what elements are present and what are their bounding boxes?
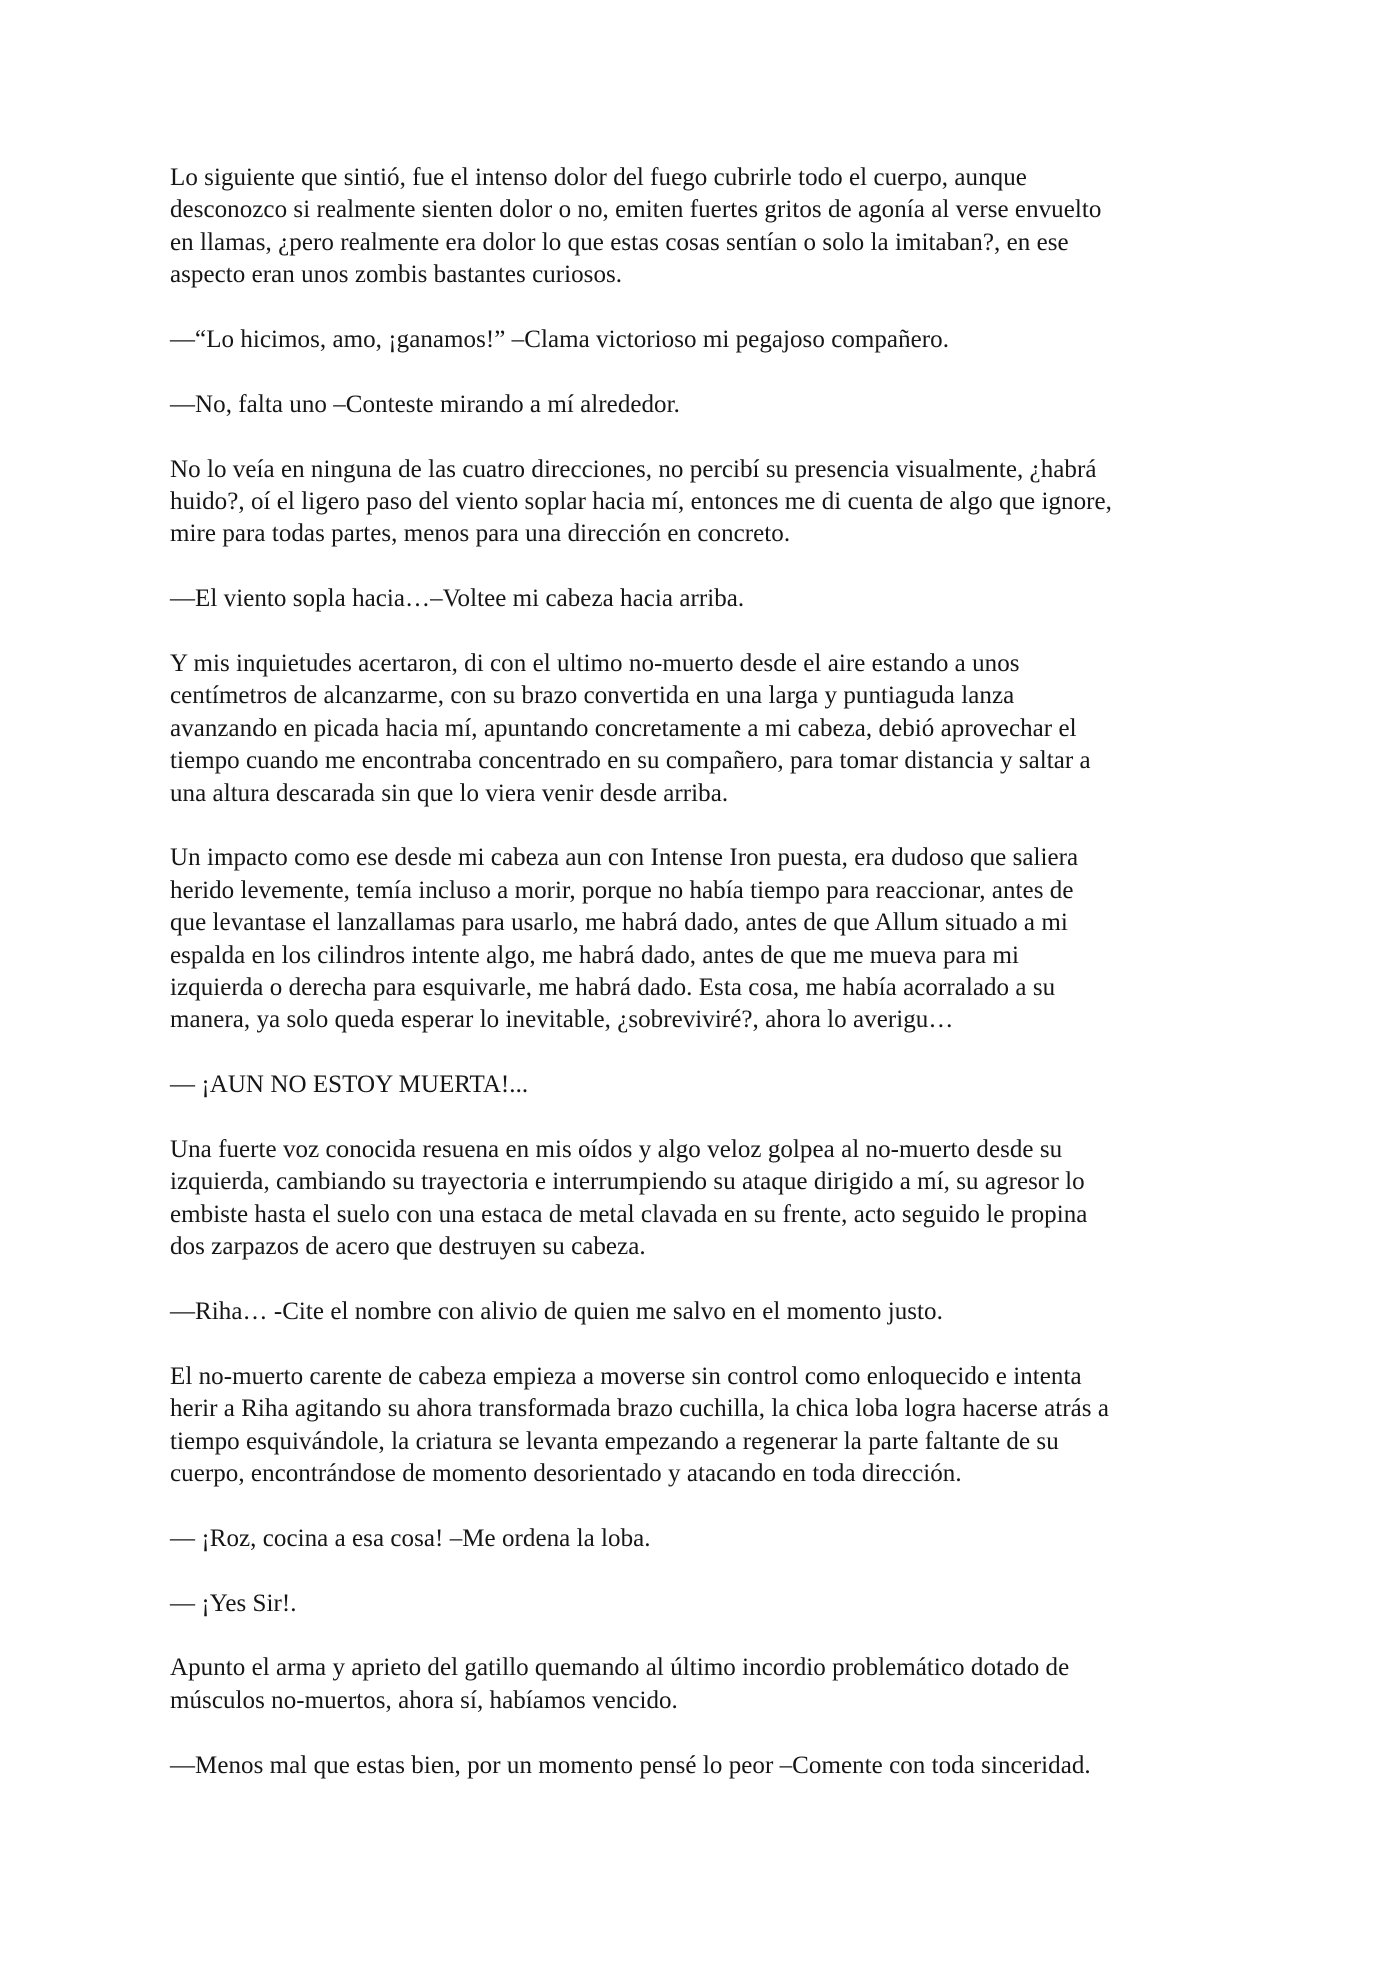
text-line: El no-muerto carente de cabeza empieza a moverse sin control como enloquecido e intenta: [170, 1362, 1082, 1390]
text-line: manera, ya solo queda esperar lo inevitable, ¿sobreviviré?, ahora lo averigu…: [170, 1006, 954, 1034]
paragraph: [170, 1523, 1232, 1555]
text-line: dos zarpazos de acero que destruyen su cabeza.: [170, 1233, 646, 1261]
paragraph: [170, 1361, 1232, 1491]
text-line: Lo siguiente que sintió, fue el intenso dolor del fuego cubrirle todo el cuerpo, aunque: [170, 164, 1027, 191]
text-line: espalda en los cilindros intente algo, me habrá dado, antes de que me mueva para mi: [170, 941, 1019, 969]
text-line: Un impacto como ese desde mi cabeza aun con Intense Iron puesta, era dudoso que saliera: [170, 844, 1079, 872]
text-line: que levantase el lanzallamas para usarlo, me habrá dado, antes de que Allum situado a mi: [170, 909, 1068, 937]
paragraph: [170, 1588, 1232, 1620]
paragraph: [170, 1069, 1232, 1101]
text-line: tiempo cuando me encontraba concentrado en su compañero, para tomar distancia y saltar a: [170, 747, 1091, 775]
paragraph: [170, 162, 1232, 292]
text-line: —Riha… -Cite el nombre con alivio de quien me salvo en el momento justo.: [170, 1298, 943, 1326]
text-line: herir a Riha agitando su ahora transformada brazo cuchilla, la chica loba logra hacerse atrás a: [170, 1395, 1110, 1423]
paragraph: [170, 454, 1232, 551]
paragraph: [170, 324, 1232, 356]
text-line: una altura descarada sin que lo viera venir desde arriba.: [170, 779, 729, 807]
text-line: cuerpo, encontrándose de momento desorientado y atacando en toda dirección.: [170, 1460, 962, 1488]
text-line: —“Lo hicimos, amo, ¡ganamos!” –Clama victorioso mi pegajoso compañero.: [170, 326, 949, 354]
text-line: izquierda o derecha para esquivarle, me habrá dado. Esta cosa, me había acorralado a su: [170, 974, 1056, 1002]
paragraph: [170, 1652, 1232, 1717]
text-line: Una fuerte voz conocida resuena en mis oídos y algo veloz golpea al no-muerto desde su: [170, 1136, 1063, 1164]
document-body: [170, 162, 1232, 1814]
text-line: en llamas, ¿pero realmente era dolor lo que estas cosas sentían o solo la imitaban?, en ese: [170, 228, 1069, 256]
text-line: No lo veía en ninguna de las cuatro direcciones, no percibí su presencia visualmente, ¿habrá: [170, 455, 1097, 483]
text-line: —No, falta uno –Conteste mirando a mí alrededor.: [170, 390, 680, 418]
text-line: avanzando en picada hacia mí, apuntando concretamente a mi cabeza, debió aprovechar el: [170, 714, 1077, 742]
paragraph: [170, 648, 1232, 810]
text-line: Apunto el arma y aprieto del gatillo quemando al último incordio problemático dotado de: [170, 1654, 1070, 1682]
paragraph: [170, 583, 1232, 615]
text-line: embiste hasta el suelo con una estaca de metal clavada en su frente, acto seguido le propina: [170, 1200, 1088, 1228]
text-line: — ¡Yes Sir!.: [170, 1589, 297, 1617]
text-line: izquierda, cambiando su trayectoria e interrumpiendo su ataque dirigido a mí, su agresor lo: [170, 1168, 1085, 1196]
text-line: mire para todas partes, menos para una dirección en concreto.: [170, 520, 791, 548]
text-line: tiempo esquivándole, la criatura se levanta empezando a regenerar la parte faltante de su: [170, 1427, 1059, 1455]
paragraph: [170, 1750, 1232, 1782]
text-line: —El viento sopla hacia…–Voltee mi cabeza hacia arriba.: [170, 585, 745, 613]
text-line: aspecto eran unos zombis bastantes curiosos.: [170, 261, 623, 289]
text-line: herido levemente, temía incluso a morir, porque no había tiempo para reaccionar, antes de: [170, 876, 1074, 904]
text-line: —Menos mal que estas bien, por un momento pensé lo peor –Comente con toda sinceridad.: [170, 1751, 1091, 1779]
text-line: desconozco si realmente sienten dolor o no, emiten fuertes gritos de agonía al verse envuelto: [170, 196, 1102, 224]
text-line: huido?, oí el ligero paso del viento soplar hacia mí, entonces me di cuenta de algo que ignore,: [170, 488, 1112, 516]
text-line: Y mis inquietudes acertaron, di con el ultimo no-muerto desde el aire estando a unos: [170, 650, 1020, 678]
paragraph: [170, 1134, 1232, 1264]
text-line: centímetros de alcanzarme, con su brazo convertida en una larga y puntiaguda lanza: [170, 682, 1015, 710]
paragraph: [170, 1296, 1232, 1328]
text-line: músculos no-muertos, ahora sí, habíamos vencido.: [170, 1686, 678, 1714]
paragraph: [170, 389, 1232, 421]
text-line: — ¡AUN NO ESTOY MUERTA!...: [170, 1071, 529, 1099]
paragraph: [170, 842, 1232, 1036]
text-line: — ¡Roz, cocina a esa cosa! –Me ordena la loba.: [170, 1524, 651, 1552]
